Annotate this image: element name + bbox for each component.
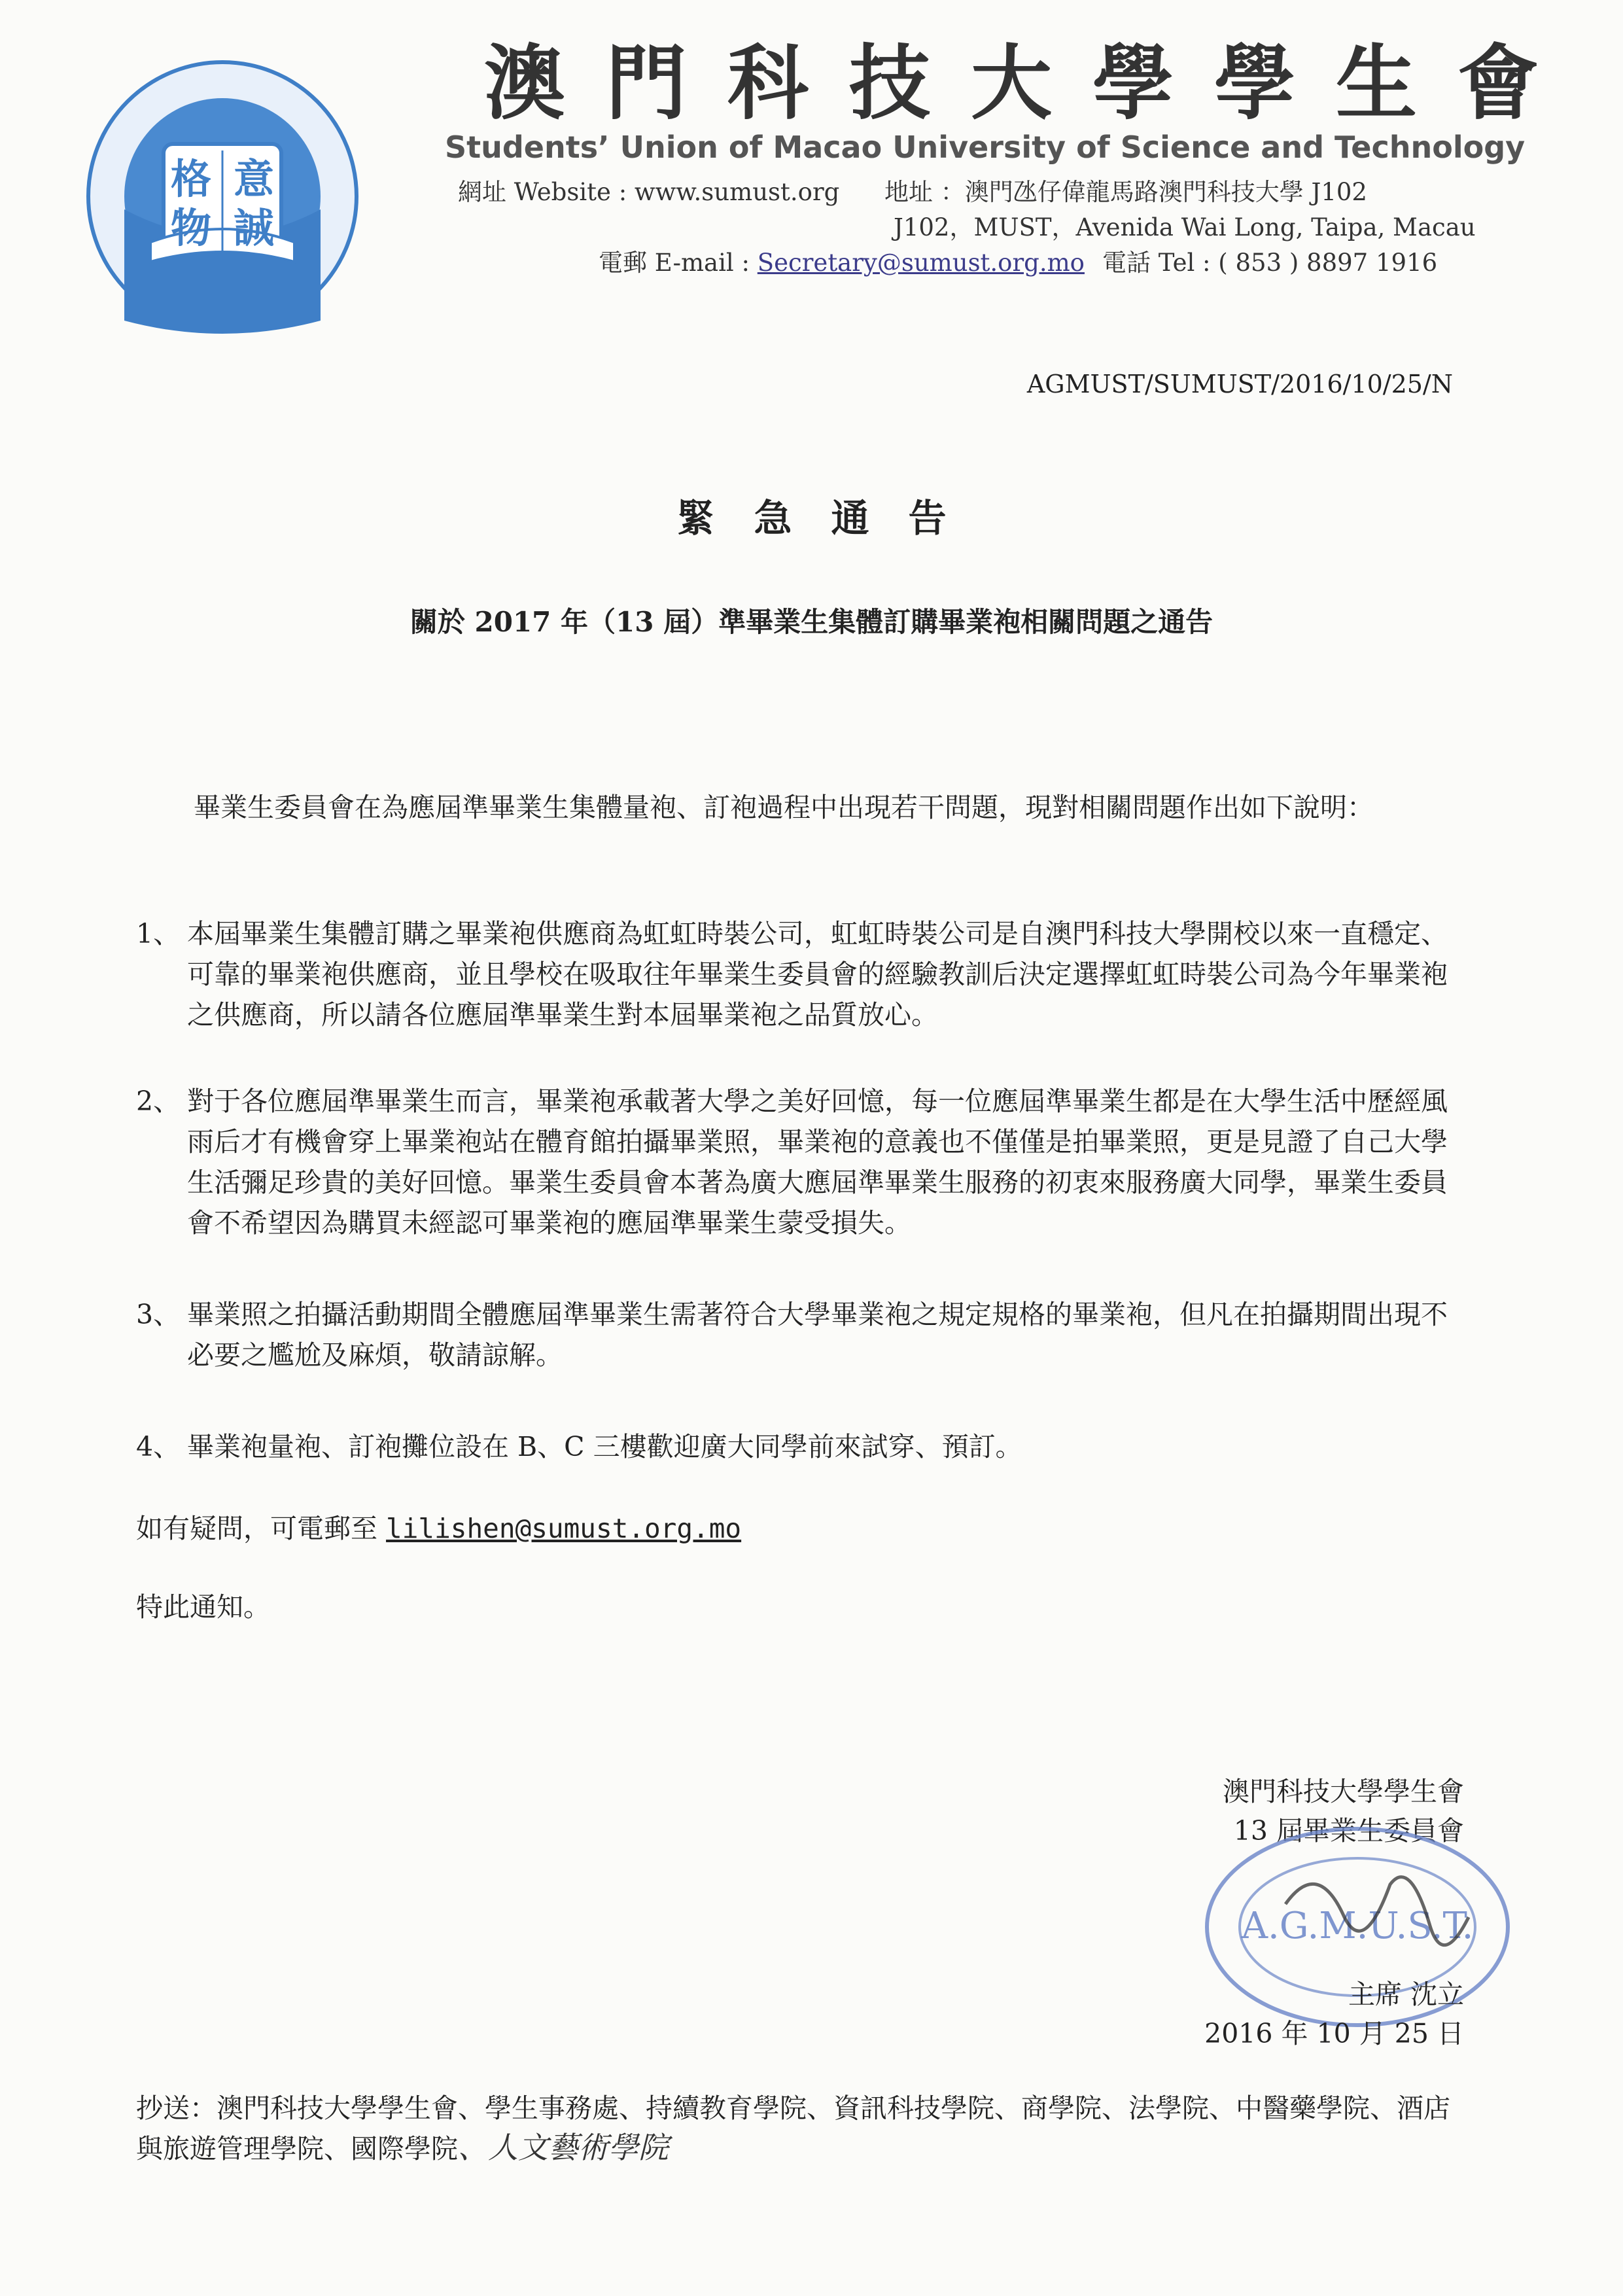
item-text: 畢業袍量袍、訂袍攤位設在 B、C 三樓歡迎廣大同學前來試穿、預訂。 (187, 1431, 1022, 1462)
enquiry-email-link[interactable]: lilishen@sumust.org.mo (386, 1513, 742, 1544)
address-line: 地址 ：澳門氹仔偉龍馬路澳門科技大學 J102 (884, 178, 1367, 206)
enquiry-line (136, 1508, 741, 1549)
item-text: 畢業照之拍攝活動期間全體應屆準畢業生需著符合大學畢業袍之規定規格的畢業袍，但凡在拍攝期間出現不必要之尷尬及麻煩，敬請諒解。 (187, 1299, 1448, 1371)
logo-char: 誠 (233, 204, 275, 252)
list-item (136, 1426, 1464, 1467)
enquiry-label: 如有疑問，可電郵至 (136, 1513, 387, 1544)
email-line (599, 249, 1085, 277)
students-union-logo (79, 46, 366, 347)
cc-recipients: 澳門科技大學學生會、學生事務處、持續教育學院、資訊科技學院、商學院、法學院、中醫藥學院、酒店與旅遊管理學院、國際學院 (136, 2093, 1450, 2164)
address-english-line: J102，MUST，Avenida Wai Long, Taipa, Macau (894, 213, 1476, 241)
signature-chair: 主席 沈立 (1348, 1979, 1464, 2010)
website-line: 網址 Website : www.sumust.org (458, 178, 840, 206)
item-text: 本屆畢業生集體訂購之畢業袍供應商為虹虹時裝公司，虹虹時裝公司是自澳門科技大學開校以來一直穩定、可靠的畢業袍供應商，並且學校在吸取往年畢業生委員會的經驗教訓后決定選擇虹虹時裝公司為今年畢業袍之供應商，所以請各位應屆準畢業生對本屆畢業袍之品質放心。 (187, 918, 1448, 1031)
intro-paragraph: 畢業生委員會在為應屆準畢業生集體量袍、訂袍過程中出現若干問題，現對相關問題作出如下說明： (194, 792, 1374, 823)
org-title-chinese: 澳門科技大學學生會 (484, 36, 1580, 131)
notice-subject: 關於 2017 年（13 屆）準畢業生集體訂購畢業袍相關問題之通告 (410, 606, 1213, 638)
item-number: 4、 (136, 1431, 181, 1462)
cc-label: 抄送： (136, 2093, 217, 2124)
cc-handwritten-addition: 、人文藝術學院 (458, 2130, 669, 2165)
notice-title: 緊急通告 (676, 496, 986, 540)
item-number: 2、 (136, 1086, 181, 1117)
item-number: 3、 (136, 1299, 181, 1330)
item-number: 1、 (136, 918, 181, 949)
cc-block (136, 2089, 1471, 2168)
logo-char: 格 (170, 155, 212, 203)
reference-number: AGMUST/SUMUST/2016/10/25/N (1026, 370, 1453, 398)
closing-line: 特此通知。 (136, 1591, 270, 1623)
secretary-email-link[interactable]: Secretary@sumust.org.mo (757, 249, 1085, 277)
list-item (136, 1081, 1464, 1243)
list-item (136, 1294, 1464, 1375)
list-item (136, 913, 1464, 1035)
item-text: 對于各位應屆準畢業生而言，畢業袍承載著大學之美好回憶，每一位應屆準畢業生都是在大學生活中歷經風雨后才有機會穿上畢業袍站在體育館拍攝畢業照，畢業袍的意義也不僅僅是拍畢業照，更是見證了自己大學生活彌足珍貴的美好回憶。畢業生委員會本著為廣大應屆準畢業生服務的初衷來服務廣大同學，畢業生委員會不希望因為購買未經認可畢業袍的應屆準畢業生蒙受損失。 (187, 1086, 1448, 1239)
org-title-english: Students’ Union of Macao University of Science and Technology (445, 130, 1526, 165)
email-label: 電郵 E-mail : (599, 249, 758, 277)
logo-char: 物 (170, 204, 212, 252)
logo-char: 意 (233, 155, 275, 203)
stamp-text: A.G.M.U.S.T. (1241, 1905, 1474, 1947)
signature-org: 澳門科技大學學生會 (1223, 1776, 1464, 1807)
tel-line: 電話 Tel : ( 853 ) 8897 1916 (1102, 249, 1438, 277)
signature-committee: 13 屆畢業生委員會 (1233, 1815, 1464, 1846)
signature-date: 2016 年 10 月 25 日 (1204, 2018, 1464, 2049)
